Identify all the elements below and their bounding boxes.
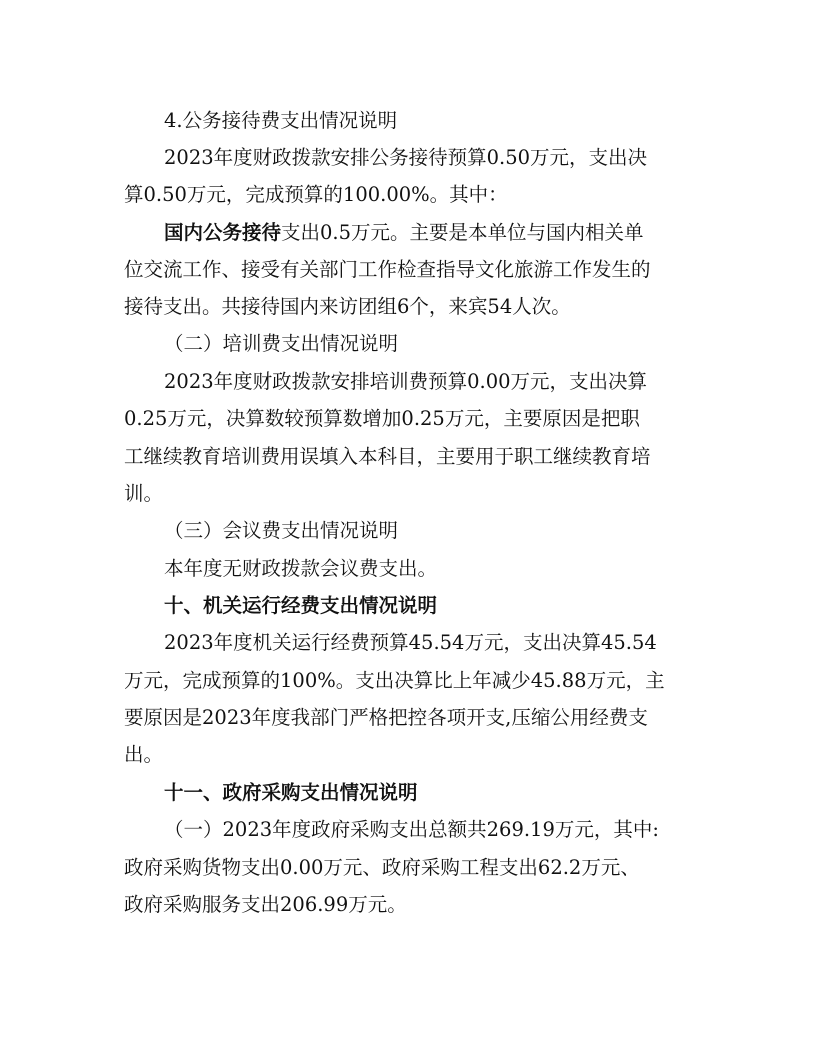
paragraph-line: 0.25万元，决算数较预算数增加0.25万元，主要原因是把职 bbox=[124, 407, 640, 430]
paragraph-line: 位交流工作、接受有关部门工作检查指导文化旅游工作发生的 bbox=[124, 258, 651, 281]
paragraph-line: 政府采购货物支出0.00万元、政府采购工程支出62.2万元、 bbox=[124, 856, 640, 879]
paragraph-line: 训。 bbox=[124, 482, 164, 505]
section-heading-procurement: 十一、政府采购支出情况说明 bbox=[164, 781, 418, 804]
paragraph-line: 2023年度财政拨款安排培训费预算0.00万元，支出决算 bbox=[164, 370, 648, 393]
paragraph-line: 2023年度机关运行经费预算45.54万元，支出决算45.54 bbox=[164, 631, 657, 654]
section-heading-training: （二）培训费支出情况说明 bbox=[164, 332, 399, 355]
paragraph-line: 政府采购服务支出206.99万元。 bbox=[124, 893, 407, 916]
paragraph-line: 出。 bbox=[124, 743, 164, 766]
paragraph-line: 万元，完成预算的100%。支出决算比上年减少45.88万元，主 bbox=[124, 669, 665, 692]
bold-term: 国内公务接待 bbox=[164, 221, 282, 244]
section-heading-reception: 4.公务接待费支出情况说明 bbox=[164, 109, 398, 132]
paragraph-line: 接待支出。共接待国内来访团组6个，来宾54人次。 bbox=[124, 295, 571, 318]
paragraph-line: 2023年度财政拨款安排公务接待预算0.50万元，支出决 bbox=[164, 146, 648, 169]
paragraph-line: 工继续教育培训费用误填入本科目，主要用于职工继续教育培 bbox=[124, 445, 651, 468]
paragraph-line: （一）2023年度政府采购支出总额共269.19万元，其中: bbox=[164, 818, 659, 841]
paragraph-line: 本年度无财政拨款会议费支出。 bbox=[164, 557, 438, 580]
section-heading-operating-expenses: 十、机关运行经费支出情况说明 bbox=[164, 594, 438, 617]
section-heading-meeting: （三）会议费支出情况说明 bbox=[164, 519, 399, 542]
paragraph-line bbox=[164, 217, 700, 249]
paragraph-line: 算0.50万元，完成预算的100.00%。其中： bbox=[124, 183, 508, 206]
paragraph-text: 支出0.5万元。主要是本单位与国内相关单 bbox=[281, 221, 644, 244]
paragraph-line: 要原因是2023年度我部门严格把控各项开支,压缩公用经费支 bbox=[124, 706, 648, 729]
